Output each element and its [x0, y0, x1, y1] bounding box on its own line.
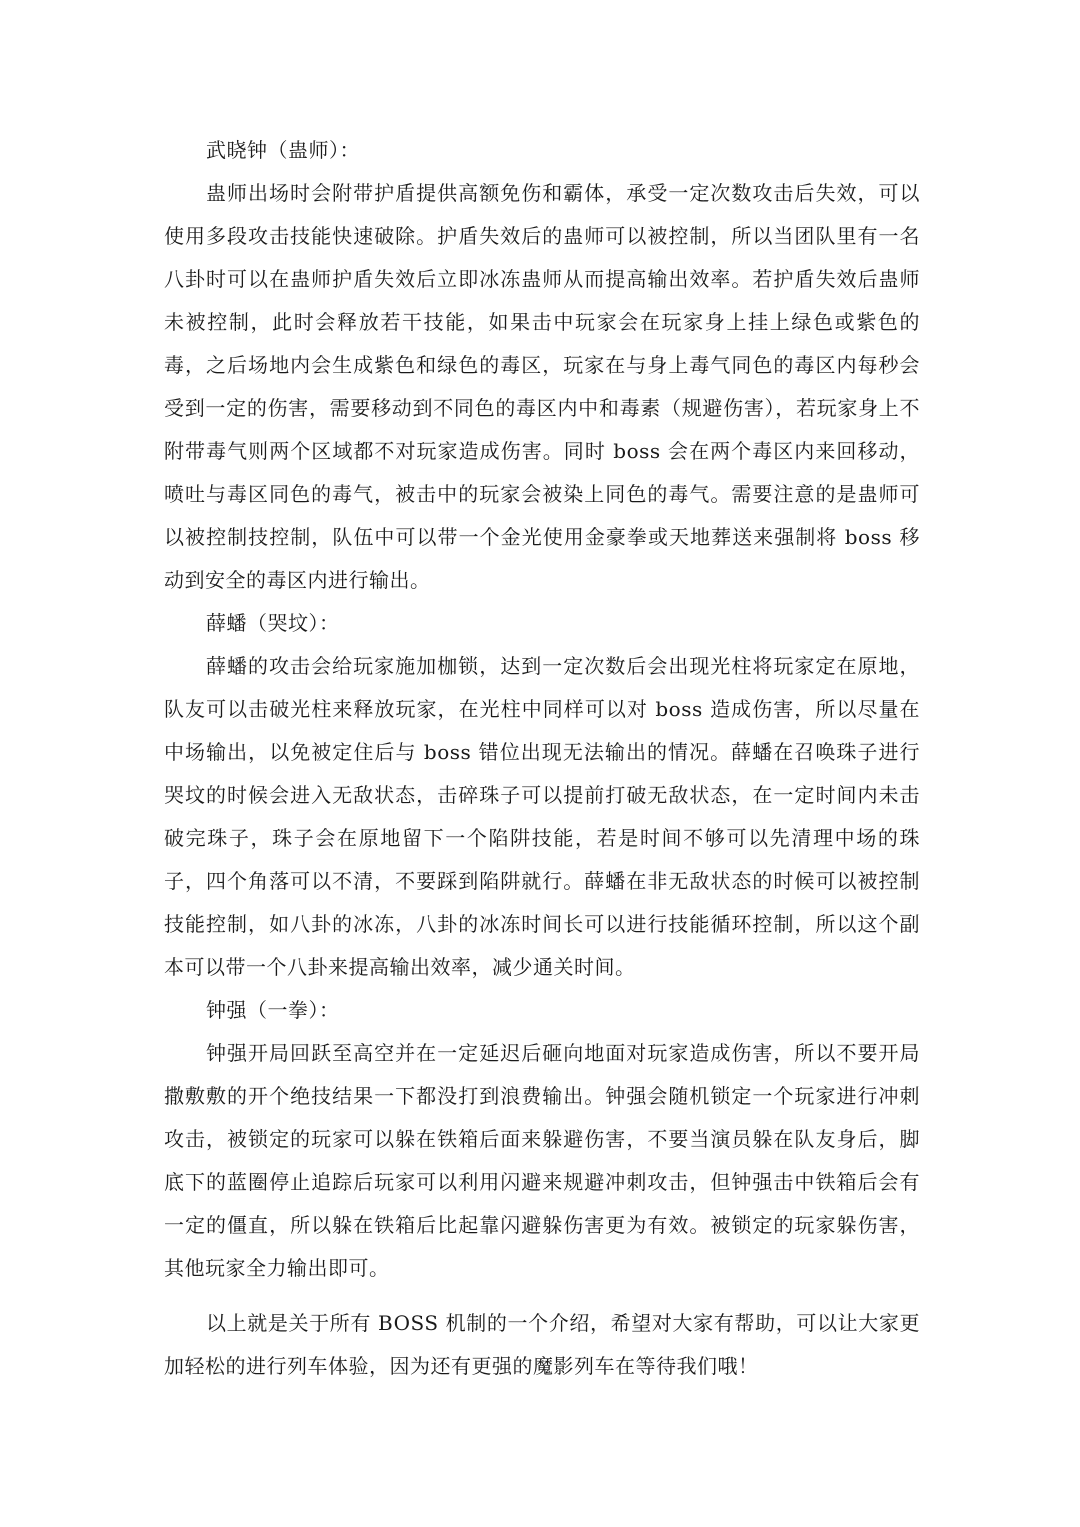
document-page: [164, 129, 920, 1388]
section-heading-xue-pan: 薛蟠（哭坟）：: [206, 611, 340, 635]
section-body-xue-pan: 薛蟠的攻击会给玩家施加枷锁，达到一定次数后会出现光柱将玩家定在原地，队友可以击破光柱来释放玩家，在光柱中同样可以对 boss 造成伤害，所以尽量在中场输出，以免被定住后与 boss 错位出现无法输出的情况。薛蟠在召唤珠子进行哭坟的时候会进入无敌状态，击碎珠子可以提前打破无敌状态，在一定时间内未击破完珠子，珠子会在原地留下一个陷阱技能，若是时间不够可以先清理中场的珠子，四个角落可以不清，不要踩到陷阱就行。薛蟠在非无敌状态的时候可以被控制技能控制，如八卦的冰冻，八卦的冰冻时间长可以进行技能循环控制，所以这个副本可以带一个八卦来提高输出效率，减少通关时间。: [164, 654, 920, 979]
section-heading-zhong-qiang: 钟强（一拳）：: [206, 998, 340, 1022]
conclusion-paragraph: 以上就是关于所有 BOSS 机制的一个介绍，希望对大家有帮助，可以让大家更加轻松的进行列车体验，因为还有更强的魔影列车在等待我们哦！: [164, 1311, 920, 1378]
section-body-wu-xiaozhong: 蛊师出场时会附带护盾提供高额免伤和霸体，承受一定次数攻击后失效，可以使用多段攻击技能快速破除。护盾失效后的蛊师可以被控制，所以当团队里有一名八卦时可以在蛊师护盾失效后立即冰冻蛊师从而提高输出效率。若护盾失效后蛊师未被控制，此时会释放若干技能，如果击中玩家会在玩家身上挂上绿色或紫色的毒，之后场地内会生成紫色和绿色的毒区，玩家在与身上毒气同色的毒区内每秒会受到一定的伤害，需要移动到不同色的毒区内中和毒素（规避伤害），若玩家身上不附带毒气则两个区域都不对玩家造成伤害。同时 boss 会在两个毒区内来回移动，喷吐与毒区同色的毒气，被击中的玩家会被染上同色的毒气。需要注意的是蛊师可以被控制技控制，队伍中可以带一个金光使用金豪拳或天地葬送来强制将 boss 移动到安全的毒区内进行输出。: [164, 181, 920, 592]
section-body-zhong-qiang: 钟强开局回跃至高空并在一定延迟后砸向地面对玩家造成伤害，所以不要开局撒敷敷的开个绝技结果一下都没打到浪费输出。钟强会随机锁定一个玩家进行冲刺攻击，被锁定的玩家可以躲在铁箱后面来躲避伤害，不要当演员躲在队友身后，脚底下的蓝圈停止追踪后玩家可以利用闪避来规避冲刺攻击，但钟强击中铁箱后会有一定的僵直，所以躲在铁箱后比起靠闪避躲伤害更为有效。被锁定的玩家躲伤害，其他玩家全力输出即可。: [164, 1041, 920, 1280]
section-heading-wu-xiaozhong: 武晓钟（蛊师）：: [206, 138, 360, 162]
